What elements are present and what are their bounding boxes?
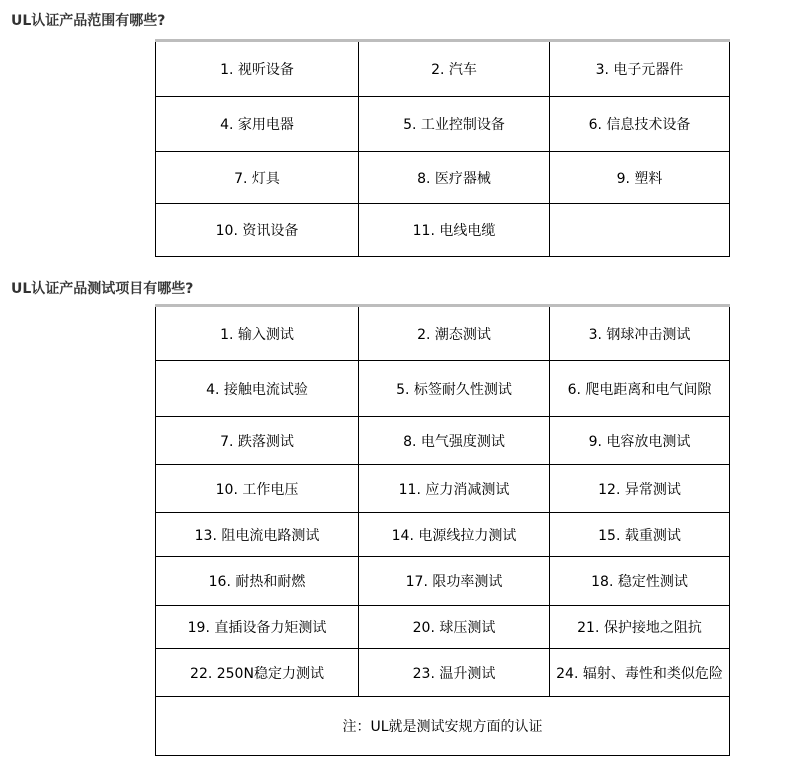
table-cell: 3. 电子元器件	[550, 41, 730, 97]
table-row	[156, 417, 730, 465]
table-cell: 12. 异常测试	[550, 465, 730, 513]
section-heading-product-scope: UL认证产品范围有哪些?	[11, 13, 166, 29]
table-row	[156, 41, 730, 97]
table-cell: 15. 载重测试	[550, 513, 730, 557]
table-cell: 6. 信息技术设备	[550, 97, 730, 152]
test-items-table	[155, 304, 730, 756]
table-cell: 22. 250N稳定力测试	[156, 649, 359, 697]
table-cell: 5. 工业控制设备	[359, 97, 550, 152]
table-row	[156, 513, 730, 557]
table-cell: 10. 资讯设备	[156, 204, 359, 257]
table-cell: 4. 家用电器	[156, 97, 359, 152]
table-cell	[550, 204, 730, 257]
table-row	[156, 204, 730, 257]
table-cell: 3. 钢球冲击测试	[550, 306, 730, 361]
table-cell: 21. 保护接地之阻抗	[550, 606, 730, 649]
product-scope-table	[155, 39, 730, 257]
table-row	[156, 152, 730, 204]
table-cell: 9. 电容放电测试	[550, 417, 730, 465]
table-cell: 7. 灯具	[156, 152, 359, 204]
table-cell: 16. 耐热和耐燃	[156, 557, 359, 606]
table-cell: 5. 标签耐久性测试	[359, 361, 550, 417]
table-cell: 8. 电气强度测试	[359, 417, 550, 465]
table-cell: 14. 电源线拉力测试	[359, 513, 550, 557]
table-cell: 24. 辐射、毒性和类似危险	[550, 649, 730, 697]
table-row	[156, 606, 730, 649]
table-row	[156, 97, 730, 152]
table-cell: 8. 医疗器械	[359, 152, 550, 204]
table-row	[156, 649, 730, 697]
table-row	[156, 361, 730, 417]
table-row	[156, 557, 730, 606]
table-cell: 13. 阻电流电路测试	[156, 513, 359, 557]
table-cell: 7. 跌落测试	[156, 417, 359, 465]
table-cell: 18. 稳定性测试	[550, 557, 730, 606]
table-cell: 11. 电线电缆	[359, 204, 550, 257]
table-row-note	[156, 697, 730, 756]
table-cell: 2. 汽车	[359, 41, 550, 97]
table-cell: 10. 工作电压	[156, 465, 359, 513]
table-cell: 2. 潮态测试	[359, 306, 550, 361]
table-note-cell: 注：UL就是测试安规方面的认证	[156, 697, 730, 756]
section-heading-test-items: UL认证产品测试项目有哪些?	[11, 281, 194, 297]
table-cell: 20. 球压测试	[359, 606, 550, 649]
table-cell: 1. 输入测试	[156, 306, 359, 361]
table-row	[156, 306, 730, 361]
table-cell: 17. 限功率测试	[359, 557, 550, 606]
table-row	[156, 465, 730, 513]
table-cell: 4. 接触电流试验	[156, 361, 359, 417]
table-cell: 11. 应力消减测试	[359, 465, 550, 513]
table-cell: 19. 直插设备力矩测试	[156, 606, 359, 649]
table-cell: 6. 爬电距离和电气间隙	[550, 361, 730, 417]
table-cell: 1. 视听设备	[156, 41, 359, 97]
table-cell: 9. 塑料	[550, 152, 730, 204]
table-cell: 23. 温升测试	[359, 649, 550, 697]
